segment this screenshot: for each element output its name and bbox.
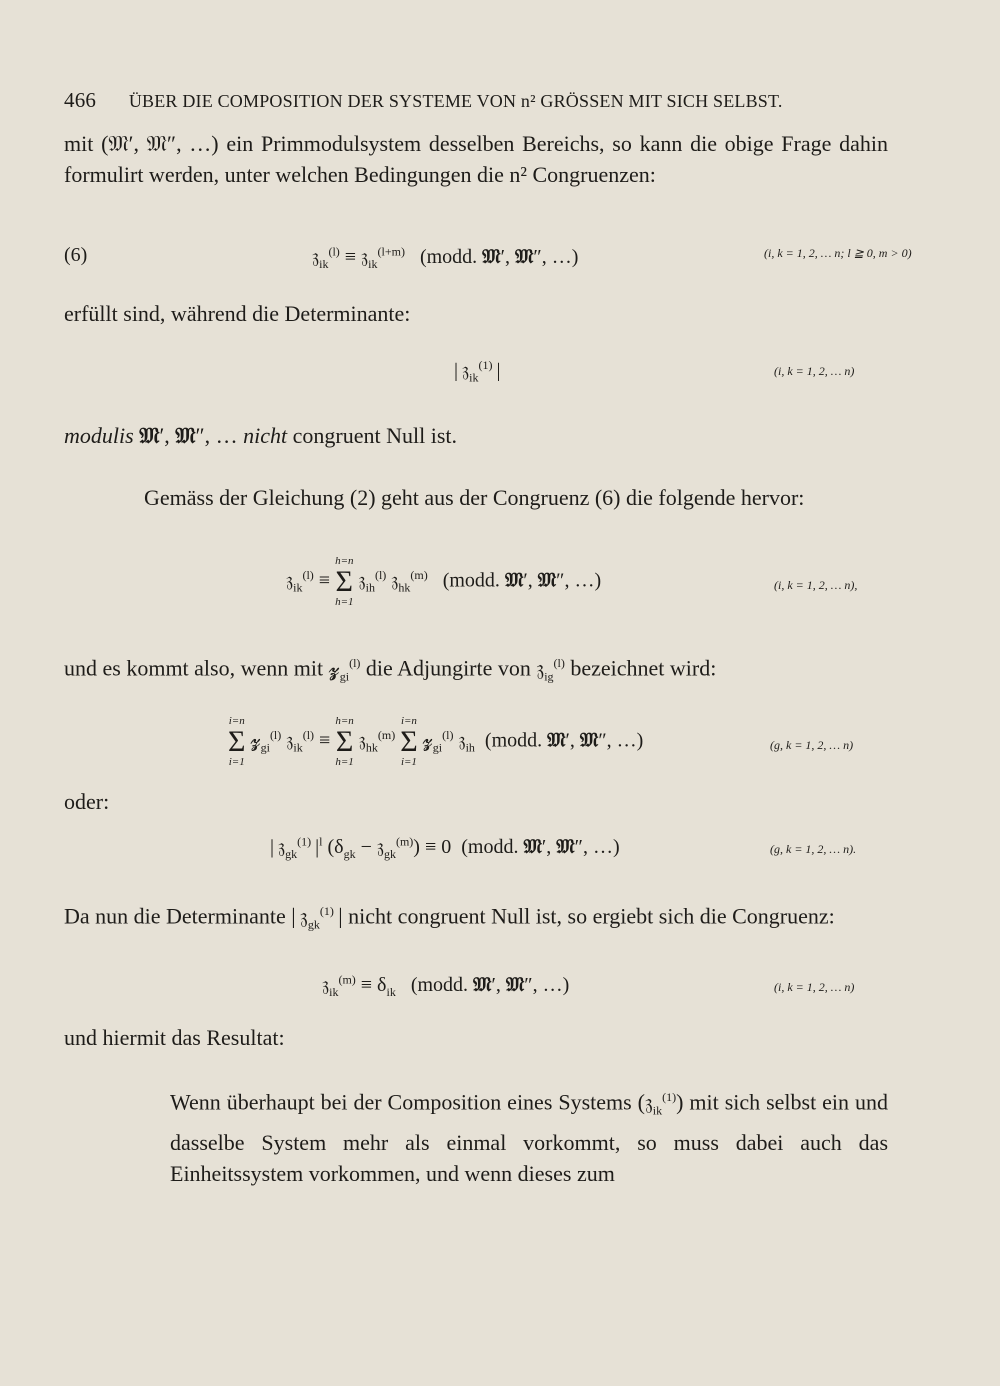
delta-equation: | 𝔷$_{gk}^{(1)}$ $|^l$ ($\delta_{gk}$ − 𝔷$_{gk}^{(m)}$) ≡ 0 (modd. 𝔐′, 𝔐″, …): [270, 834, 620, 861]
paragraph-2: erfüllt sind, während die Determinante:: [64, 301, 411, 326]
paragraph-5: und es kommt also, wenn mit 𝔃$_{gi}^{(l)}$ die Adjungirte von 𝔷$_{ig}^{(l)}$ bezeichnet wird:: [64, 655, 717, 684]
sigma-symbol: i=n Σ i=1: [400, 715, 418, 768]
equation-6-label: (6): [64, 244, 88, 266]
equation-6-condition: (i, k = 1, 2, … n; l ≧ 0, m > 0): [764, 246, 912, 260]
summation-condition: (i, k = 1, 2, … n),: [774, 578, 858, 592]
page-number: 466: [64, 88, 97, 112]
final-equation: 𝔷$_{ik}^{(m)}$ ≡ $\delta_{ik}$ (modd. 𝔐′, 𝔐″, …): [322, 972, 570, 999]
paragraph-8: und hiermit das Resultat:: [64, 1025, 285, 1050]
paragraph-4: Gemäss der Gleichung (2) geht aus der Congruenz (6) die folgende hervor:: [144, 485, 805, 510]
sigma-symbol: i=n Σ i=1: [228, 715, 246, 768]
sigma-symbol: h=n Σ h=1: [335, 555, 354, 608]
final-condition: (i, k = 1, 2, … n): [774, 980, 855, 994]
equation-6: 𝔷$_{ik}^{(l)}$ ≡ 𝔷$_{ik}^{(l+m)}$ (modd. 𝔐′, 𝔐″, …): [312, 244, 579, 271]
paragraph-7: Da nun die Determinante | 𝔷$_{gk}^{(1)}$ | nicht congruent Null ist, so ergiebt sich die Congruenz:: [64, 903, 835, 932]
running-title: ÜBER DIE COMPOSITION DER SYSTEME VON n² GRÖSSEN MIT SICH SELBST.: [128, 91, 783, 111]
adjugate-condition: (g, k = 1, 2, … n): [770, 738, 854, 752]
paragraph-1: mit (𝔐′, 𝔐″, …) ein Primmodulsystem desselben Bereichs, so kann die obige Frage dahin formulirt werden, unter welchen Bedingungen die n² Congruenzen:: [64, 131, 888, 187]
determinant-condition: (i, k = 1, 2, … n): [774, 364, 855, 378]
paragraph-6: oder:: [64, 789, 110, 814]
determinant: | 𝔷$_{ik}^{(1)}$ |: [454, 358, 501, 385]
paragraph-3: modulis 𝔐′, 𝔐″, … nicht congruent Null ist.: [64, 423, 458, 449]
delta-condition: (g, k = 1, 2, … n).: [770, 842, 857, 856]
running-header: [64, 88, 783, 113]
sigma-symbol: h=n Σ h=1: [335, 715, 354, 768]
paragraph-9-theorem: Wenn überhaupt bei der Composition eines Systems (𝔷$_{ik}^{(1)}$) mit sich selbst ein und dasselbe System mehr als einmal vorkommt, so muss dabei auch das Einheitssystem vorkommen, und wenn dieses zum: [170, 1089, 889, 1186]
adjugate-equation: i=n Σ i=1 𝔃$_{gi}^{(l)}$ 𝔷$_{ik}^{(l)}$ ≡ h=n Σ h=1 𝔷$_{hk}^{(m)}$ i=n Σ i=1 𝔃$_{gi}^{(l)}$ 𝔷$_{ih}$ (modd. 𝔐′, 𝔐″, …): [228, 715, 644, 768]
summation-equation: 𝔷$_{ik}^{(l)}$ ≡ h=n Σ h=1 𝔷$_{ih}^{(l)}$ 𝔷$_{hk}^{(m)}$ (modd. 𝔐′, 𝔐″, …): [286, 555, 602, 608]
